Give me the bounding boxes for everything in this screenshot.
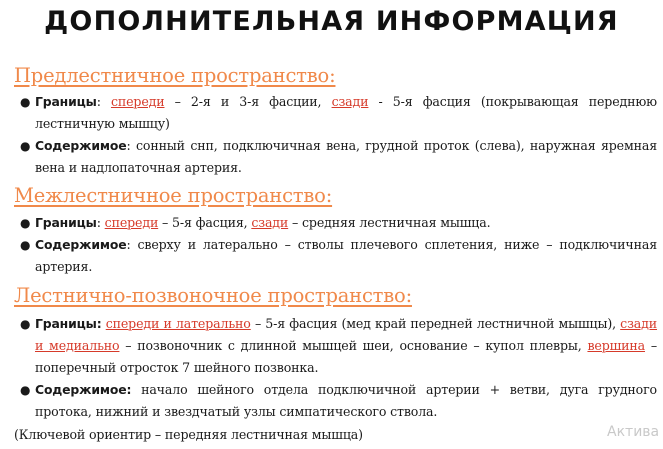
term-apex: вершина (587, 338, 646, 353)
term-back-medial: сзади и медиально (35, 316, 658, 353)
activation-watermark: Актива (607, 424, 660, 440)
contents-text: сонный снп, подключичная вена, грудной проток (слева), наружная яремная вена и надлопаточная артерия. (35, 138, 658, 175)
list-item-borders (20, 212, 657, 234)
section-heading-prescalene: Предлестничное пространство: (14, 64, 336, 87)
term-back: сзади (251, 215, 289, 230)
section-heading-interscalene: Межлестничное пространство: (14, 184, 333, 207)
section-list-scalenovertebral (20, 313, 657, 423)
bullet-icon: ● (20, 216, 31, 230)
list-item-borders (20, 313, 657, 379)
section-list-interscalene (20, 212, 657, 278)
borders-text: – 2-я и 3-я фасции, (164, 94, 332, 109)
borders-text: – средняя лестничная мышца. (288, 215, 491, 230)
borders-text: – поперечный отросток 7 шейного позвонка. (35, 338, 657, 375)
borders-label: Границы (35, 94, 97, 109)
bullet-icon: ● (20, 383, 31, 397)
borders-label: Границы (35, 215, 97, 230)
contents-text: сверху и латерально – стволы плечевого сплетения, ниже – подключичная артерия. (35, 237, 657, 274)
borders-text: - 5-я фасция (покрывающая переднюю лестничную мышцу) (35, 94, 657, 131)
contents-label: Содержимое (35, 237, 127, 252)
contents-text: начало шейного отдела подключичной артерии + ветви, дуга грудного протока, нижний и звездчатый узлы симпатического ствола. (35, 382, 657, 419)
borders-text: – 5-я фасция (мед край передней лестничной мышцы), (250, 316, 621, 331)
page-title: ДОПОЛНИТЕЛЬНАЯ ИНФОРМАЦИЯ (44, 6, 619, 37)
separator: : (96, 94, 111, 109)
bullet-icon: ● (20, 139, 31, 153)
term-front: спереди (104, 215, 159, 230)
list-item-contents (20, 379, 657, 423)
list-item-borders (20, 91, 657, 135)
separator (131, 382, 141, 397)
separator: : (126, 237, 138, 252)
borders-text: – 5-я фасция, (158, 215, 252, 230)
borders-text: – позвоночник с длинной мышцей шеи, основание – купол плевры, (119, 338, 588, 353)
term-front: спереди (110, 94, 165, 109)
contents-label: Содержимое (35, 138, 127, 153)
section-heading-scalenovertebral: Лестнично-позвоночное пространство: (14, 284, 412, 307)
list-item-contents (20, 234, 657, 278)
bullet-icon: ● (20, 238, 31, 252)
contents-label: Содержимое: (35, 382, 132, 397)
section-list-prescalene (20, 91, 657, 179)
term-back: сзади (331, 94, 369, 109)
key-landmark-note: (Ключевой ориентир – передняя лестничная мышца) (14, 427, 363, 442)
term-front-lateral: спереди и латерально (105, 316, 251, 331)
separator: : (96, 215, 105, 230)
borders-label: Границы: (35, 316, 102, 331)
bullet-icon: ● (20, 95, 31, 109)
separator: : (126, 138, 136, 153)
bullet-icon: ● (20, 317, 31, 331)
list-item-contents (20, 135, 657, 179)
